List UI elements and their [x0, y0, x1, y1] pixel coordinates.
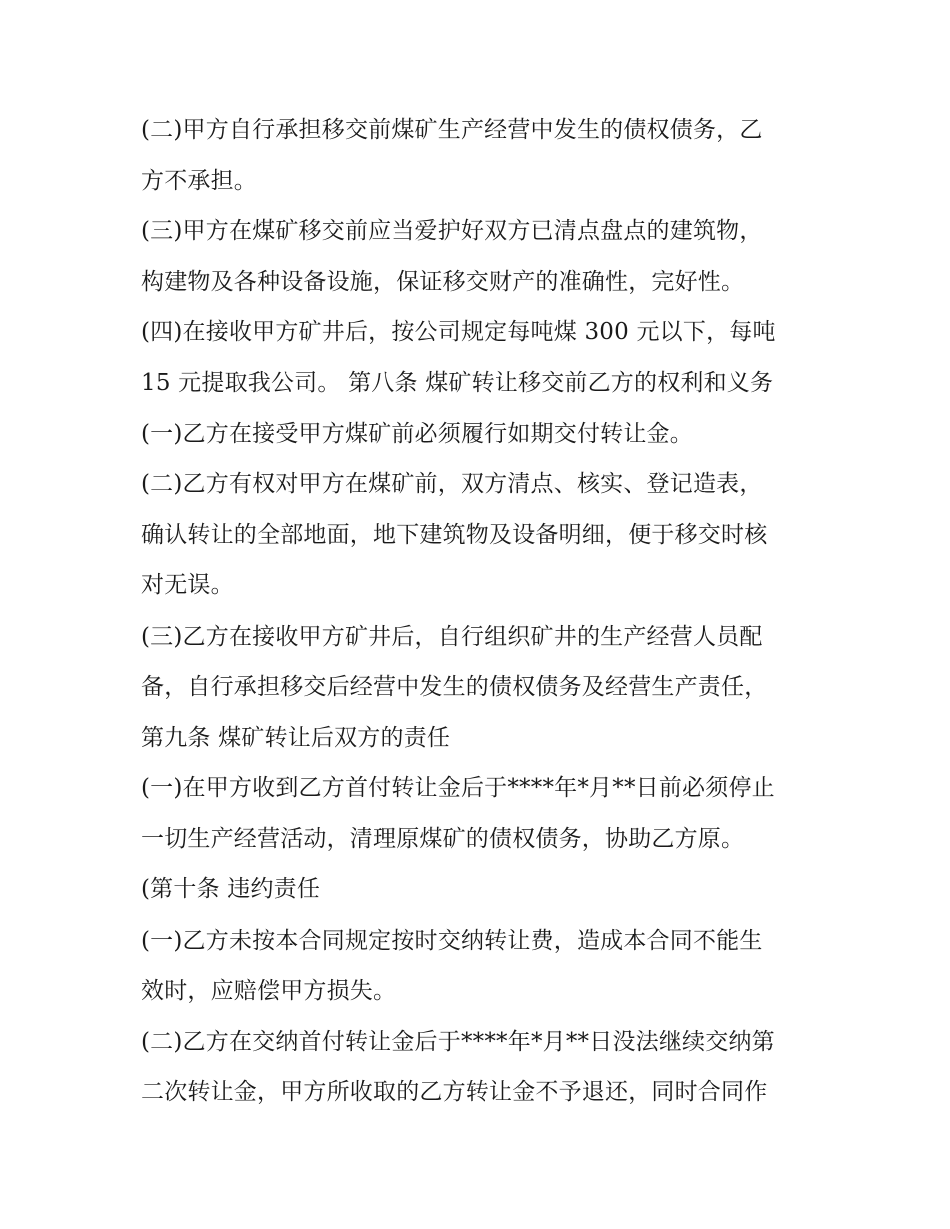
paragraph-line: (二)乙方在交纳首付转让金后于****年*月**日没法继续交纳第 [141, 1029, 775, 1055]
paragraph-line: (三)乙方在接收甲方矿井后，自行组织矿井的生产经营人员配 [141, 624, 763, 650]
paragraph-line: 确认转让的全部地面，地下建筑物及设备明细，便于移交时核 [141, 522, 768, 548]
section-heading: 第九条 煤矿转让后双方的责任 [141, 725, 451, 751]
paragraph-line: (二)甲方自行承担移交前煤矿生产经营中发生的债权债务，乙 [141, 117, 763, 143]
paragraph-line: (三)甲方在煤矿移交前应当爱护好双方已清点盘点的建筑物， [141, 218, 763, 244]
paragraph-line: 二次转让金，甲方所收取的乙方转让金不予退还，同时合同作 [141, 1079, 768, 1105]
paragraph-line: (一)乙方未按本合同规定按时交纳转让费，造成本合同不能生 [141, 928, 763, 954]
paragraph-line: 对无误。 [141, 572, 234, 598]
paragraph-line: 构建物及各种设备设施，保证移交财产的准确性，完好性。 [141, 269, 745, 295]
paragraph-line: 15 元提取我公司。 第八条 煤矿转让移交前乙方的权利和义务 [141, 370, 774, 396]
section-heading: (第十条 违约责任 [141, 876, 321, 902]
paragraph-line: (一)在甲方收到乙方首付转让金后于****年*月**日前必须停止 [141, 775, 775, 801]
paragraph-line: 备，自行承担移交后经营中发生的债权债务及经营生产责任， [141, 674, 768, 700]
paragraph-line: 一切生产经营活动，清理原煤矿的债权债务，协助乙方原。 [141, 826, 745, 852]
paragraph-line: 效时，应赔偿甲方损失。 [141, 978, 397, 1004]
paragraph-line: (四)在接收甲方矿井后，按公司规定每吨煤 300 元以下，每吨 [141, 319, 776, 345]
paragraph-line: (一)乙方在接受甲方煤矿前必须履行如期交付转让金。 [141, 421, 693, 447]
paragraph-line: 方不承担。 [141, 168, 257, 194]
paragraph-line: (二)乙方有权对甲方在煤矿前，双方清点、核实、登记造表， [141, 471, 763, 497]
